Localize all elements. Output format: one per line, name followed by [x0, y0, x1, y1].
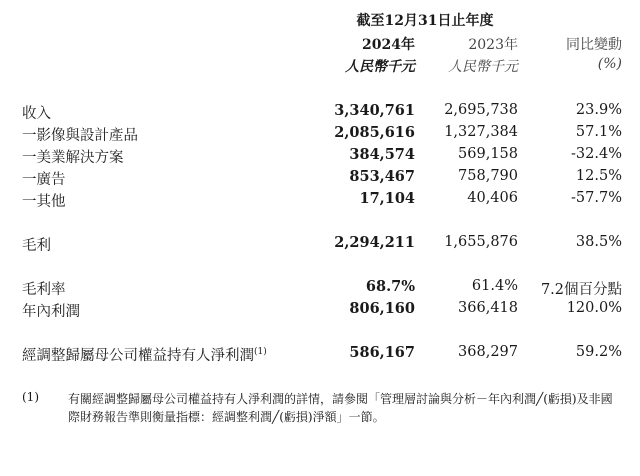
- gross-profit-2023: 1,655,876: [444, 234, 518, 250]
- beauty-solutions-change: -32.4%: [571, 146, 622, 162]
- imaging-design-2023: 1,327,384: [444, 124, 518, 140]
- others-2023: 40,406: [467, 190, 518, 206]
- imaging-design-change: 57.1%: [575, 124, 622, 140]
- column-change: 同比變動: [566, 37, 622, 53]
- profit-for-year-change: 120.0%: [566, 300, 622, 316]
- row-label-imaging-design: 一影像與設計產品: [22, 128, 138, 144]
- advertising-2024: 853,467: [349, 168, 415, 185]
- column-2024-unit: 人民幣千元: [345, 59, 415, 75]
- row-label-profit-for-year: 年內利潤: [22, 304, 80, 320]
- column-2023-year: 2023年: [468, 37, 518, 53]
- profit-for-year-2024: 806,160: [349, 300, 415, 317]
- adjusted-net-profit-2024: 586,167: [349, 344, 415, 361]
- column-2024-year: 2024年: [362, 37, 415, 53]
- gross-profit-2024: 2,294,211: [334, 234, 415, 251]
- row-label-beauty-solutions: 一美業解決方案: [22, 150, 124, 166]
- footnote-ref: (1): [254, 347, 267, 358]
- others-2024: 17,104: [359, 190, 415, 207]
- beauty-solutions-2024: 384,574: [349, 146, 415, 163]
- others-change: -57.7%: [571, 190, 622, 206]
- revenue-2024: 3,340,761: [334, 102, 415, 119]
- row-label-others: 一其他: [22, 194, 66, 210]
- advertising-change: 12.5%: [575, 168, 622, 184]
- advertising-2023: 758,790: [458, 168, 518, 184]
- adjusted-net-profit-label-text: 經調整歸屬母公司權益持有人淨利潤: [22, 348, 254, 364]
- row-label-adjusted-net-profit: [22, 344, 267, 365]
- row-label-gross-margin: 毛利率: [22, 282, 66, 298]
- footnote-text: 有關經調整歸屬母公司權益持有人淨利潤的詳情，請參閱「管理層討論與分析－年內利潤╱(虧損)及非國際財務報告準則衡量指標：經調整利潤╱(虧損)淨額」一節。: [68, 392, 613, 424]
- revenue-2023: 2,695,738: [444, 102, 518, 118]
- adjusted-net-profit-change: 59.2%: [575, 344, 622, 360]
- gross-margin-2023: 61.4%: [471, 278, 518, 294]
- footnote-marker: (1): [22, 390, 39, 404]
- column-change-unit: (%): [597, 56, 622, 72]
- adjusted-net-profit-2023: 368,297: [458, 344, 518, 360]
- row-label-revenue: 收入: [22, 106, 51, 122]
- revenue-change: 23.9%: [575, 102, 622, 118]
- gross-margin-change: 7.2個百分點: [540, 282, 622, 298]
- gross-margin-2024: 68.7%: [365, 278, 415, 295]
- column-2023-unit: 人民幣千元: [448, 59, 518, 75]
- profit-for-year-2023: 366,418: [458, 300, 518, 316]
- gross-profit-change: 38.5%: [575, 234, 622, 250]
- beauty-solutions-2023: 569,158: [458, 146, 518, 162]
- row-label-gross-profit: 毛利: [22, 238, 51, 254]
- imaging-design-2024: 2,085,616: [334, 124, 415, 141]
- period-header: 截至12月31日止年度: [356, 13, 494, 29]
- row-label-advertising: 一廣告: [22, 172, 66, 188]
